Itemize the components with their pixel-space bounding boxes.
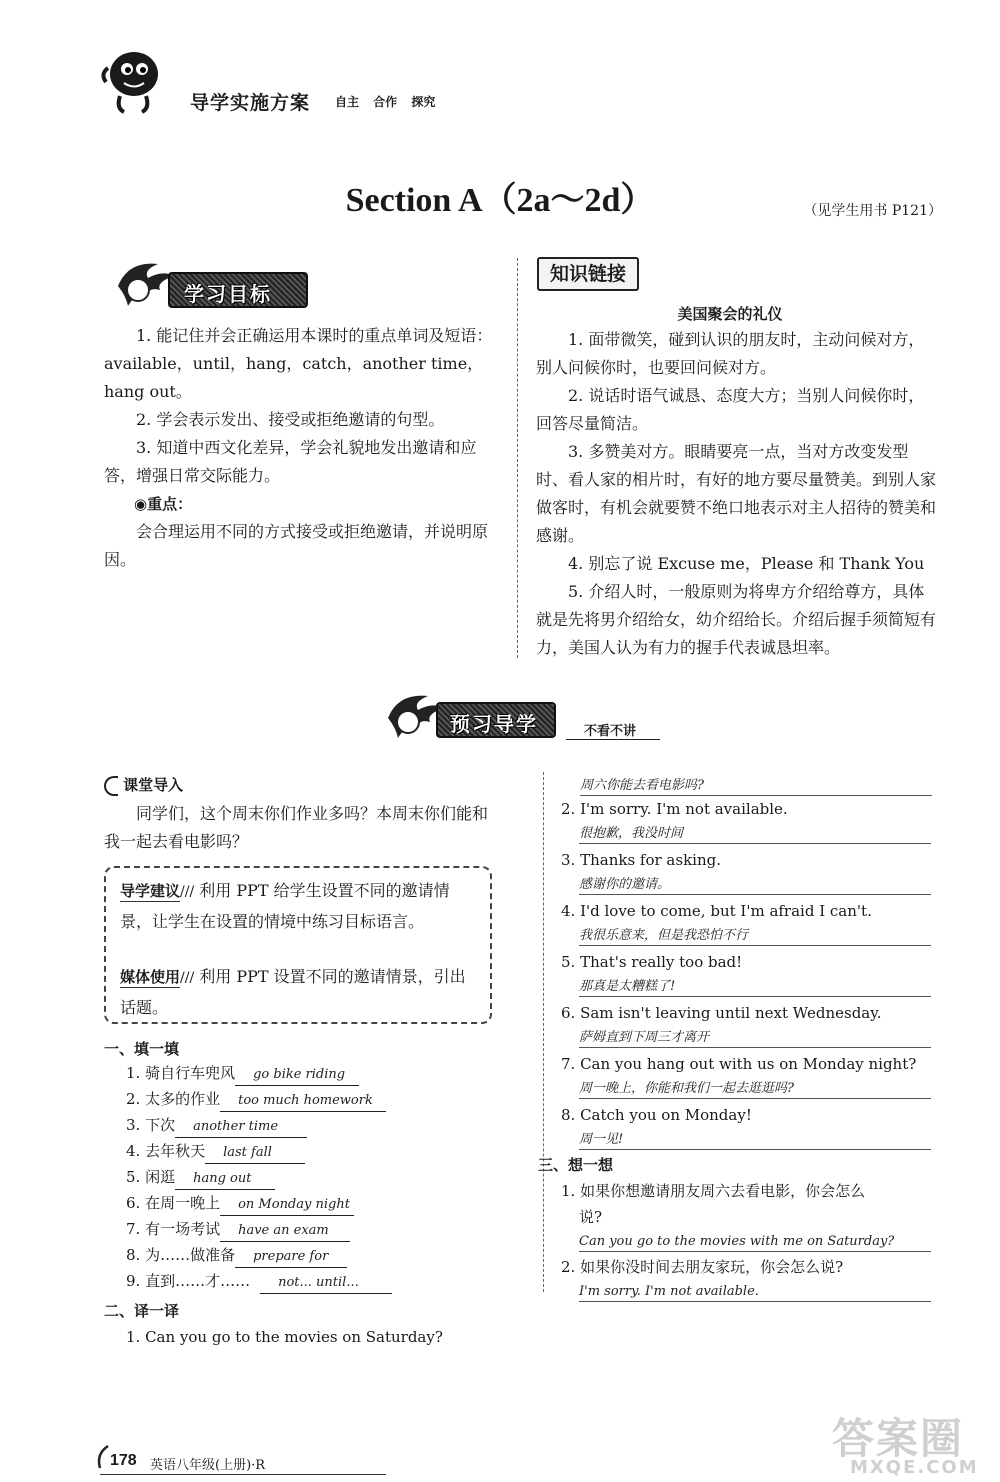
translate-item: 6. Sam isn't leaving until next Wednesday. 萨姆直到下周三才离开: [561, 1000, 941, 1051]
objectives-list: [104, 322, 500, 574]
knowledge-item: 5. 介绍人时，一般原则为将卑方介绍给尊方，具体就是先将男介绍给女，幼介绍给长。介绍后握手须简短有力，美国人认为有力的握手代表诚恳坦率。: [536, 582, 937, 657]
fill-answer: hang out: [175, 1169, 275, 1190]
knowledge-item: 2. 说话时语气诚恳、态度大方；当别人问候你时，回答尽量简洁。: [536, 386, 925, 433]
fill-answer: have an exam: [220, 1221, 350, 1242]
fill-answer: prepare for: [235, 1247, 347, 1268]
fill-item: 5. 闲逛 hang out: [126, 1164, 506, 1190]
objectives-banner: [168, 272, 308, 308]
knowledge-item: 3. 多赞美对方。眼睛要亮一点，当对方改变发型时、看人家的相片时，有好的地方要尽量赞美。到别人家做客时，有机会就要赞不绝口地表示对主人招待的赞美和感谢。: [536, 442, 937, 545]
fill-answer: not... until...: [260, 1273, 392, 1294]
fill-answer: on Monday night: [220, 1195, 354, 1216]
knowledge-list: [536, 326, 940, 662]
think-heading: 三、想一想: [538, 1156, 614, 1174]
page-ornament-icon: [96, 1444, 110, 1472]
translate-answer: 那真是太糟糕了!: [579, 979, 676, 994]
fill-heading: 一、填一填: [104, 1040, 180, 1058]
key-point-label: ◉重点：: [134, 495, 193, 513]
fill-answer: too much homework: [220, 1091, 386, 1112]
objective-item: 3. 知道中西文化差异，学会礼貌地发出邀请和应答，增强日常交际能力。: [104, 438, 477, 485]
translate-list: [561, 796, 941, 1153]
translate-answer: 周一见!: [579, 1132, 624, 1147]
fill-answer: last fall: [205, 1143, 305, 1164]
knowledge-link-label: 知识链接: [537, 257, 639, 291]
objective-item: 1. 能记住并会正确运用本课时的重点单词及短语：available，until，hang，catch，another time，hang out。: [104, 326, 493, 401]
section-title: Section A（2a～2d）: [345, 182, 655, 219]
media-label: 媒体使用: [120, 968, 181, 986]
translate-item: 7. Can you hang out with us on Monday night? 周一晚上，你能和我们一起去逛逛吗?: [561, 1051, 941, 1102]
header-title: 导学实施方案: [190, 92, 311, 114]
think-item: 2. 如果你没时间去朋友家玩，你会怎么说? I'm sorry. I'm not available.: [561, 1254, 941, 1302]
intro-text: [104, 800, 500, 856]
fill-answer: go bike riding: [235, 1065, 359, 1086]
teaching-tips-box: 导学建议/// 利用 PPT 给学生设置不同的邀请情景，让学生在设置的情境中练习目标语言。 媒体使用/// 利用 PPT 设置不同的邀请情景，引出话题。: [104, 866, 492, 1024]
bracket-icon: [104, 776, 118, 796]
header-subtitle: 自主 合作 探究: [335, 95, 436, 109]
fill-item: 4. 去年秋天 last fall: [126, 1138, 506, 1164]
knowledge-item: 4. 别忘了说 Excuse me，Please 和 Thank You: [568, 554, 925, 573]
watermark-logo: 答案圈: [832, 1414, 965, 1463]
translate-answer: 我很乐意来，但是我恐怕不行: [579, 928, 749, 943]
think-answer: Can you go to the movies with me on Saturday?: [579, 1234, 895, 1249]
advice-text: 利用 PPT 给学生设置不同的邀请情景，让学生在设置的情境中练习目标语言。: [120, 881, 450, 931]
fill-list: [126, 1060, 506, 1294]
think-answer: I'm sorry. I'm not available.: [579, 1284, 759, 1299]
fill-item: 2. 太多的作业 too much homework: [126, 1086, 506, 1112]
fill-item: 1. 骑自行车兜风 go bike riding: [126, 1060, 506, 1086]
fill-item: 7. 有一场考试 have an exam: [126, 1216, 506, 1242]
footer-rule: [100, 1474, 386, 1475]
translate-item-first: 1. Can you go to the movies on Saturday?: [126, 1328, 443, 1346]
translate-item: 3. Thanks for asking. 感谢你的邀请。: [561, 847, 941, 898]
media-text: 利用 PPT 设置不同的邀请情景，引出话题。: [120, 967, 466, 1017]
translate-answer: 很抱歉，我没时间: [579, 826, 684, 841]
key-point-text: 会合理运用不同的方式接受或拒绝邀请，并说明原因。: [104, 522, 489, 569]
knowledge-item: 1. 面带微笑，碰到认识的朋友时，主动问候对方，别人问候你时，也要回问候对方。: [536, 330, 925, 377]
knowledge-title: 美国聚会的礼仪: [677, 305, 783, 323]
preview-banner-label: 预习导学: [450, 712, 538, 736]
translate-item: 8. Catch you on Monday! 周一见!: [561, 1102, 941, 1153]
fill-item: 6. 在周一晚上 on Monday night: [126, 1190, 506, 1216]
intro-heading: [104, 774, 184, 796]
translate-item: 2. I'm sorry. I'm not available. 很抱歉，我没时间: [561, 796, 941, 847]
translate-answer: 萨姆直到下周三才离开: [579, 1030, 710, 1045]
translate-item: 5. That's really too bad! 那真是太糟糕了!: [561, 949, 941, 1000]
preview-tag: 不看不讲: [566, 720, 660, 740]
intro-paragraph: 同学们，这个周末你们作业多吗？本周末你们能和我一起去看电影吗？: [104, 804, 489, 851]
translate-item: 4. I'd love to come, but I'm afraid I can't. 我很乐意来，但是我恐怕不行: [561, 898, 941, 949]
intro-heading-label: 课堂导入: [123, 776, 184, 794]
translate-answer: 周六你能去看电影吗?: [580, 778, 704, 793]
mascot-logo: [100, 38, 170, 118]
fill-answer: another time: [175, 1117, 307, 1138]
footer-book-title: 英语八年级(上册)·R: [150, 1458, 266, 1473]
fill-item: 3. 下次 another time: [126, 1112, 506, 1138]
think-list: [561, 1178, 941, 1302]
translate-heading: 二、译一译: [104, 1302, 180, 1320]
column-divider-bottom: [543, 772, 544, 1292]
translate-answer-line: [580, 774, 932, 796]
think-item: 1. 如果你想邀请朋友周六去看电影，你会怎么 说? Can you go to the movies with me on Saturday?: [561, 1178, 941, 1252]
section-reference: （见学生用书 P121）: [803, 203, 942, 219]
fill-item: 9. 直到……才…… not... until...: [126, 1268, 506, 1294]
fill-item: 8. 为……做准备 prepare for: [126, 1242, 506, 1268]
objectives-banner-label: 学习目标: [184, 282, 272, 306]
advice-label: 导学建议: [120, 882, 181, 900]
objective-item: 2. 学会表示发出、接受或拒绝邀请的句型。: [136, 410, 445, 429]
column-divider: [517, 258, 518, 658]
page-number: 178: [110, 1452, 137, 1469]
watermark-url: MXQE.COM: [850, 1457, 979, 1478]
translate-answer: 感谢你的邀请。: [579, 877, 671, 892]
preview-banner: [436, 702, 556, 738]
translate-answer: 周一晚上，你能和我们一起去逛逛吗?: [579, 1081, 794, 1096]
